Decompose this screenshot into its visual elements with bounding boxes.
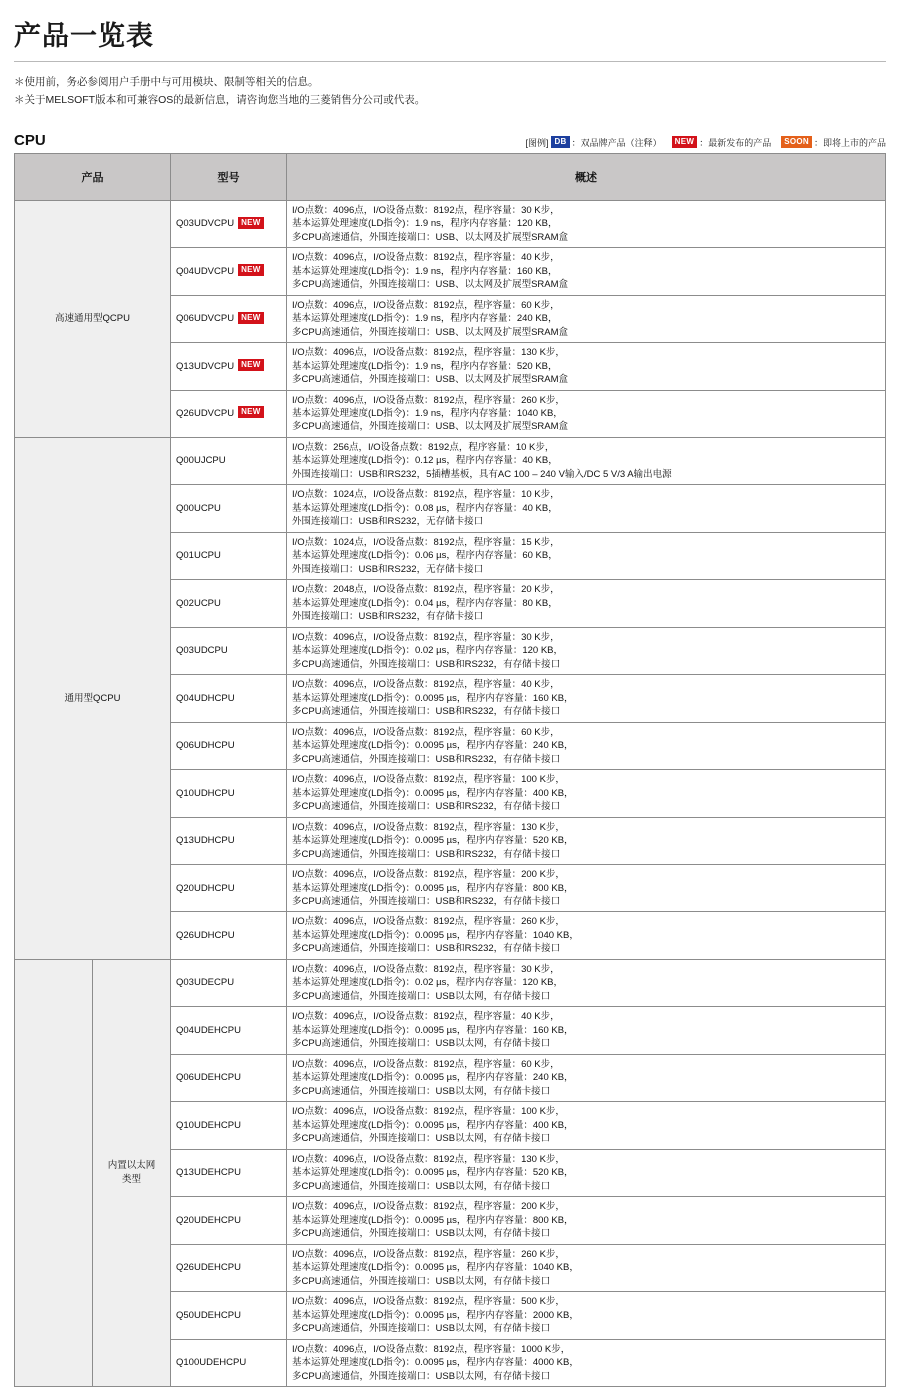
description-line: 基本运算处理速度(LD指令)：1.9 ns，程序内存容量：1040 KB， [292,407,563,419]
legend-prefix: [图例] [525,137,549,148]
description-cell [287,1197,886,1244]
description-line: 多CPU高速通信，外围连接端口：USB以太网，有存储卡接口 [292,1228,551,1240]
description-cell [287,1244,886,1291]
new-badge: NEW [238,312,264,324]
description-line: 基本运算处理速度(LD指令)：0.08 µs，程序内存容量：40 KB， [292,502,558,514]
model-cell [171,1102,287,1149]
description-line: I/O点数：4096点，I/O设备点数：8192点，程序容量：260 K步， [292,1248,565,1260]
model-name: Q00UJCPU [176,455,226,467]
description-line: 基本运算处理速度(LD指令)：1.9 ns，程序内存容量：240 KB， [292,313,558,325]
description-line: 基本运算处理速度(LD指令)：0.0095 µs，程序内存容量：1040 KB， [292,929,579,941]
description-line: 多CPU高速通信，外围连接端口：USB以太网，有存储卡接口 [292,1323,551,1335]
description-line: I/O点数：4096点，I/O设备点数：8192点，程序容量：60 K步， [292,726,560,738]
category-cell: 通用型QCPU [15,437,171,959]
description-line: I/O点数：4096点，I/O设备点数：8192点，程序容量：260 K步， [292,916,565,928]
description-line: I/O点数：4096点，I/O设备点数：8192点，程序容量：500 K步， [292,1296,565,1308]
model-cell [171,770,287,817]
description-line: I/O点数：2048点，I/O设备点数：8192点，程序容量：20 K步， [292,584,560,596]
description-line: 多CPU高速通信，外围连接端口：USB以太网，有存储卡接口 [292,1038,551,1050]
model-cell [171,532,287,579]
description-cell [287,200,886,247]
description-line: I/O点数：4096点，I/O设备点数：8192点，程序容量：130 K步， [292,347,565,359]
description-line: I/O点数：4096点，I/O设备点数：8192点，程序容量：200 K步， [292,1201,565,1213]
description-line: 多CPU高速通信，外围连接端口：USB以太网，有存储卡接口 [292,990,551,1002]
description-line: I/O点数：4096点，I/O设备点数：8192点，程序容量：100 K步， [292,774,565,786]
model-name: Q03UDCPU [176,645,228,657]
model-cell [171,200,287,247]
description-cell [287,248,886,295]
model-name: Q13UDEHCPU [176,1167,241,1179]
description-line: 基本运算处理速度(LD指令)：0.0095 µs，程序内存容量：800 KB， [292,882,574,894]
description-line: 外围连接端口：USB和RS232，无存储卡接口 [292,516,484,528]
model-name: Q20UDEHCPU [176,1214,241,1226]
description-line: 基本运算处理速度(LD指令)：0.02 µs，程序内存容量：120 KB， [292,645,563,657]
description-line: 多CPU高速通信，外围连接端口：USB、以太网及扩展型SRAM盒 [292,279,569,291]
description-cell [287,865,886,912]
model-cell [171,295,287,342]
model-name: Q06UDHCPU [176,740,235,752]
notes-block [14,74,886,110]
new-badge: NEW [672,136,698,148]
description-line: 多CPU高速通信，外围连接端口：USB以太网，有存储卡接口 [292,1085,551,1097]
description-cell [287,770,886,817]
description-cell [287,817,886,864]
new-badge: NEW [238,359,264,371]
note-line: ＊使用前，务必参阅用户手册中与可用模块、限制等相关的信息。 [14,76,319,88]
description-line: 多CPU高速通信，外围连接端口：USB和RS232，有存储卡接口 [292,801,561,813]
description-line: 基本运算处理速度(LD指令)：0.0095 µs，程序内存容量：4000 KB， [292,1357,579,1369]
description-line: 多CPU高速通信，外围连接端口：USB和RS232，有存储卡接口 [292,943,561,955]
description-line: 基本运算处理速度(LD指令)：0.06 µs，程序内存容量：60 KB， [292,550,558,562]
description-cell [287,959,886,1006]
model-name: Q04UDHCPU [176,692,235,704]
header-model: 型号 [171,153,287,200]
description-cell [287,1149,886,1196]
description-line: 基本运算处理速度(LD指令)：0.0095 µs，程序内存容量：1040 KB， [292,1262,579,1274]
model-name: Q06UDEHCPU [176,1072,241,1084]
description-line: I/O点数：4096点，I/O设备点数：8192点，程序容量：260 K步， [292,394,565,406]
subcategory-cell: 内置以太网 类型 [93,959,171,1386]
soon-badge: SOON [781,136,812,148]
header-product: 产品 [15,153,171,200]
description-line: 基本运算处理速度(LD指令)：0.04 µs，程序内存容量：80 KB， [292,597,558,609]
description-line: 多CPU高速通信，外围连接端口：USB以太网，有存储卡接口 [292,1275,551,1287]
description-line: 基本运算处理速度(LD指令)：1.9 ns，程序内存容量：520 KB， [292,360,558,372]
new-badge: NEW [238,217,264,229]
model-name: Q13UDHCPU [176,835,235,847]
note-line: ＊关于MELSOFT版本和可兼容OS的最新信息，请咨询您当地的三菱销售分公司或代表。 [14,93,426,106]
page-title: 产品一览表 [14,21,154,51]
description-cell [287,1339,886,1386]
description-cell [287,343,886,390]
description-line: 多CPU高速通信，外围连接端口：USB和RS232，有存储卡接口 [292,658,561,670]
model-name: Q04UDVCPU [176,265,235,277]
description-cell [287,485,886,532]
model-cell [171,437,287,484]
description-line: 基本运算处理速度(LD指令)：0.0095 µs，程序内存容量：240 KB， [292,740,574,752]
description-cell [287,722,886,769]
model-name: Q10UDEHCPU [176,1119,241,1131]
description-line: I/O点数：256点，I/O设备点数：8192点，程序容量：10 K步， [292,441,555,453]
description-line: 基本运算处理速度(LD指令)：1.9 ns，程序内存容量：160 KB， [292,265,558,277]
description-cell [287,532,886,579]
model-name: Q01UCPU [176,550,221,562]
model-cell [171,390,287,437]
model-cell [171,580,287,627]
model-name: Q10UDHCPU [176,787,235,799]
description-line: 基本运算处理速度(LD指令)：0.12 µs，程序内存容量：40 KB， [292,455,558,467]
legend-text-new: ：最新发布的产品 [699,137,772,148]
model-cell [171,959,287,1006]
table-head [15,153,886,200]
description-line: 多CPU高速通信，外围连接端口：USB、以太网及扩展型SRAM盒 [292,326,569,338]
description-line: 多CPU高速通信，外围连接端口：USB以太网，有存储卡接口 [292,1133,551,1145]
description-line: 基本运算处理速度(LD指令)：0.0095 µs，程序内存容量：520 KB， [292,1167,574,1179]
model-cell [171,722,287,769]
legend-text-db: ：双品牌产品（注释） [571,137,662,148]
description-line: 基本运算处理速度(LD指令)：0.0095 µs，程序内存容量：520 KB， [292,835,574,847]
description-line: I/O点数：4096点，I/O设备点数：8192点，程序容量：30 K步， [292,204,560,216]
model-name: Q00UCPU [176,502,221,514]
model-cell [171,1244,287,1291]
category-cell: 高速通用型QCPU [15,200,171,437]
legend [525,136,886,149]
description-line: I/O点数：4096点，I/O设备点数：8192点，程序容量：200 K步， [292,869,565,881]
description-cell [287,1102,886,1149]
description-cell [287,912,886,959]
description-line: 基本运算处理速度(LD指令)：0.02 µs，程序内存容量：120 KB， [292,977,563,989]
description-line: I/O点数：4096点，I/O设备点数：8192点，程序容量：100 K步， [292,1106,565,1118]
description-cell [287,437,886,484]
model-cell [171,1149,287,1196]
description-cell [287,1007,886,1054]
model-name: Q26UDVCPU [176,407,235,419]
model-cell [171,343,287,390]
description-line: I/O点数：1024点，I/O设备点数：8192点，程序容量：15 K步， [292,536,560,548]
description-line: I/O点数：4096点，I/O设备点数：8192点，程序容量：60 K步， [292,299,560,311]
description-line: I/O点数：4096点，I/O设备点数：8192点，程序容量：60 K步， [292,1058,560,1070]
description-line: 外围连接端口：USB和RS232，有存储卡接口 [292,611,484,623]
description-line: 多CPU高速通信，外围连接端口：USB、以太网及扩展型SRAM盒 [292,231,569,243]
description-line: 多CPU高速通信，外围连接端口：USB和RS232，有存储卡接口 [292,706,561,718]
table-body [15,200,886,1386]
model-name: Q06UDVCPU [176,313,235,325]
description-line: 基本运算处理速度(LD指令)：0.0095 µs，程序内存容量：400 KB， [292,1119,574,1131]
model-cell [171,248,287,295]
model-name: Q03UDECPU [176,977,235,989]
model-name: Q26UDHCPU [176,929,235,941]
table-row [15,959,886,1006]
table-row [15,200,886,247]
db-badge: DB [551,136,569,148]
model-cell [171,865,287,912]
description-line: I/O点数：4096点，I/O设备点数：8192点，程序容量：130 K步， [292,1153,565,1165]
description-line: I/O点数：4096点，I/O设备点数：8192点，程序容量：1000 K步， [292,1343,571,1355]
description-line: I/O点数：4096点，I/O设备点数：8192点，程序容量：130 K步， [292,821,565,833]
model-name: Q13UDVCPU [176,360,235,372]
description-line: 多CPU高速通信，外围连接端口：USB和RS232，有存储卡接口 [292,848,561,860]
description-line: I/O点数：1024点，I/O设备点数：8192点，程序容量：10 K步， [292,489,560,501]
description-line: 外围连接端口：USB和RS232，无存储卡接口 [292,563,484,575]
description-line: I/O点数：4096点，I/O设备点数：8192点，程序容量：30 K步， [292,631,560,643]
category-spacer [15,959,93,1386]
description-line: 多CPU高速通信，外围连接端口：USB、以太网及扩展型SRAM盒 [292,421,569,433]
description-line: 多CPU高速通信，外围连接端口：USB和RS232，有存储卡接口 [292,753,561,765]
table-row [15,437,886,484]
title-divider [14,61,886,62]
product-list-page [0,14,900,1387]
new-badge: NEW [238,406,264,418]
description-cell [287,1054,886,1101]
model-cell [171,1339,287,1386]
description-line: 基本运算处理速度(LD指令)：0.0095 µs，程序内存容量：160 KB， [292,1024,574,1036]
model-cell [171,485,287,532]
cpu-product-table [14,153,886,1387]
section-header [14,132,886,149]
new-badge: NEW [238,264,264,276]
description-line: 基本运算处理速度(LD指令)：0.0095 µs，程序内存容量：160 KB， [292,692,574,704]
model-cell [171,1197,287,1244]
description-line: 基本运算处理速度(LD指令)：1.9 ns，程序内存容量：120 KB， [292,218,558,230]
header-overview: 概述 [287,153,886,200]
model-cell [171,1007,287,1054]
model-name: Q04UDEHCPU [176,1024,241,1036]
model-name: Q50UDEHCPU [176,1309,241,1321]
description-line: 基本运算处理速度(LD指令)：0.0095 µs，程序内存容量：400 KB， [292,787,574,799]
description-line: 基本运算处理速度(LD指令)：0.0095 µs，程序内存容量：800 KB， [292,1214,574,1226]
description-line: I/O点数：4096点，I/O设备点数：8192点，程序容量：40 K步， [292,679,560,691]
description-cell [287,390,886,437]
model-cell [171,627,287,674]
description-cell [287,627,886,674]
description-cell [287,675,886,722]
description-line: 外围连接端口：USB和RS232，5插槽基板，具有AC 100 – 240 V输入/DC 5 V/3 A输出电源 [292,468,672,480]
description-cell [287,295,886,342]
table-header-row [15,153,886,200]
model-name: Q20UDHCPU [176,882,235,894]
description-line: 基本运算处理速度(LD指令)：0.0095 µs，程序内存容量：240 KB， [292,1072,574,1084]
model-name: Q26UDEHCPU [176,1262,241,1274]
description-line: I/O点数：4096点，I/O设备点数：8192点，程序容量：40 K步， [292,252,560,264]
model-cell [171,1292,287,1339]
description-line: 多CPU高速通信，外围连接端口：USB以太网，有存储卡接口 [292,1370,551,1382]
description-line: 基本运算处理速度(LD指令)：0.0095 µs，程序内存容量：2000 KB， [292,1309,579,1321]
model-cell [171,1054,287,1101]
description-cell [287,580,886,627]
section-title: CPU [14,131,46,149]
model-cell [171,675,287,722]
description-line: 多CPU高速通信，外围连接端口：USB和RS232，有存储卡接口 [292,896,561,907]
description-line: I/O点数：4096点，I/O设备点数：8192点，程序容量：30 K步， [292,963,560,975]
model-name: Q03UDVCPU [176,218,235,230]
description-line: 多CPU高速通信，外围连接端口：USB以太网，有存储卡接口 [292,1180,551,1192]
model-name: Q100UDEHCPU [176,1357,247,1369]
description-cell [287,1292,886,1339]
legend-text-soon: ：即将上市的产品 [813,137,886,148]
description-line: I/O点数：4096点，I/O设备点数：8192点，程序容量：40 K步， [292,1011,560,1023]
model-name: Q02UCPU [176,597,221,609]
description-line: 多CPU高速通信，外围连接端口：USB、以太网及扩展型SRAM盒 [292,374,569,386]
model-cell [171,912,287,959]
model-cell [171,817,287,864]
